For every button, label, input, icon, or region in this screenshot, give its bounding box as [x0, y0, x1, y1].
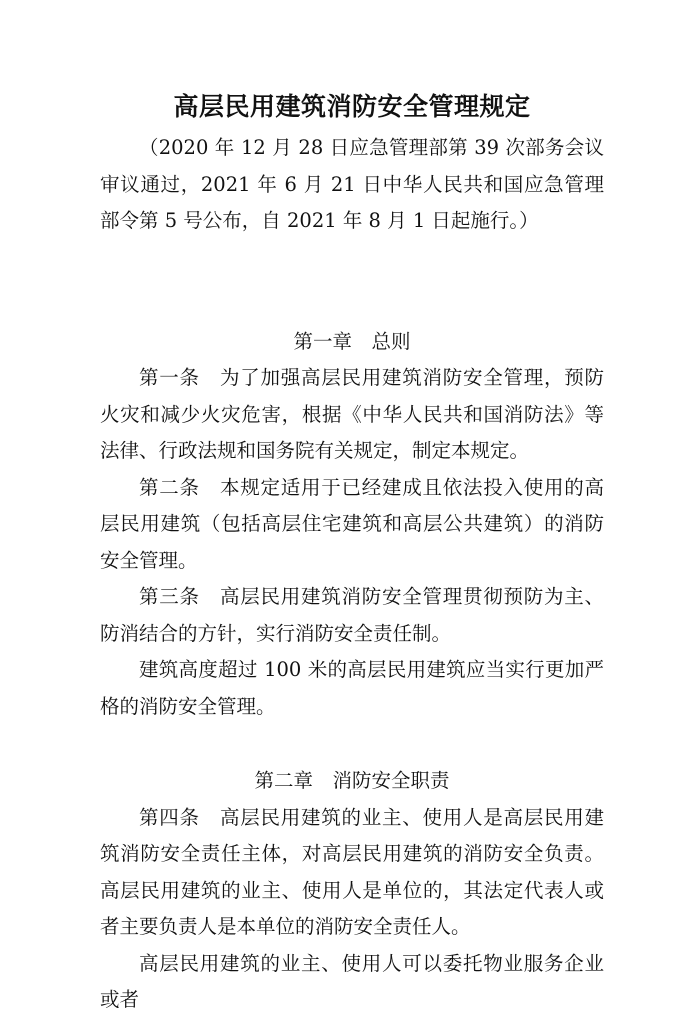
article-text: 高层民用建筑消防安全管理贯彻预防为主、防消结合的方针，实行消防安全责任制。 [100, 585, 604, 645]
article-4-paragraph-2: 高层民用建筑的业主、使用人可以委托物业服务企业或者 [100, 951, 604, 1011]
adoption-note: （2020 年 12 月 28 日应急管理部第 39 次部务会议审议通过，2021 年 6 月 21 日中华人民共和国应急管理部令第 5 号公布，自 2021 年 8 月 1 日起施行。） [100, 136, 604, 232]
chapter-heading: 第一章 总则 [293, 329, 411, 353]
article-number: 第三条 [139, 585, 200, 608]
article-number: 第一条 [139, 366, 200, 389]
spacer [100, 725, 604, 763]
article-number: 第四条 [139, 805, 200, 829]
article-4 [100, 800, 604, 946]
chapter-heading: 第二章 消防安全职责 [254, 769, 450, 792]
document-title: 高层民用建筑消防安全管理规定 [173, 92, 531, 121]
spacer [100, 240, 604, 324]
article-2 [100, 470, 604, 580]
article-text: 高层民用建筑的业主、使用人是高层民用建筑消防安全责任主体，对高层民用建筑的消防安全负责。高层民用建筑的业主、使用人是单位的，其法定代表人或者主要负责人是本单位的消防安全责任人。 [100, 805, 604, 938]
article-3-paragraph-2: 建筑高度超过 100 米的高层民用建筑应当实行更加严格的消防安全管理。 [100, 658, 604, 718]
article-text: 为了加强高层民用建筑消防安全管理，预防火灾和减少火灾危害，根据《中华人民共和国消防法》等法律、行政法规和国务院有关规定，制定本规定。 [100, 366, 604, 462]
chapter-1 [100, 324, 604, 726]
article-text: 本规定适用于已经建成且依法投入使用的高层民用建筑（包括高层住宅建筑和高层公共建筑）的消防安全管理。 [100, 475, 604, 572]
article-number: 第二条 [139, 475, 200, 499]
article-3 [100, 579, 604, 652]
article-1 [100, 360, 604, 470]
chapter-2 [100, 763, 604, 1019]
